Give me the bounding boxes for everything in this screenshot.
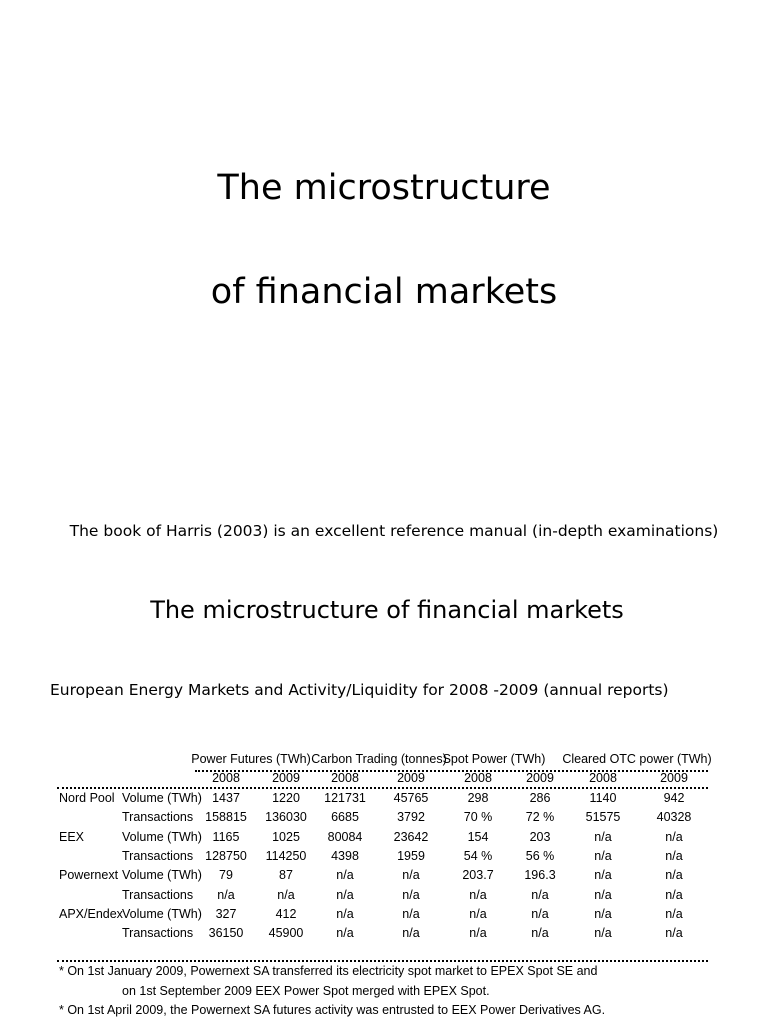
footnote-line-3: * On 1st April 2009, the Powernext SA futures activity was entrusted to EEX Power Derivatives AG.: [59, 1003, 606, 1017]
year-header: 2009: [272, 771, 300, 785]
table-cell: n/a: [531, 887, 549, 902]
table-cell: 45765: [393, 791, 429, 805]
table-cell: n/a: [594, 926, 612, 941]
table-cell: 327: [215, 906, 237, 921]
table-cell: 79: [219, 868, 233, 883]
table-cell: 154: [467, 829, 489, 844]
table-cell: n/a: [402, 868, 420, 883]
header-bottom-rule: [57, 787, 708, 789]
table-cell: 121731: [324, 791, 366, 805]
table-cell: 36150: [208, 926, 244, 941]
table-cell: n/a: [336, 887, 354, 902]
table-cell: 158815: [205, 810, 247, 825]
slide-title-line-1: The microstructure: [217, 168, 551, 208]
year-header: 2009: [397, 771, 425, 785]
table-cell: n/a: [531, 906, 549, 921]
section-subtitle: The microstructure of financial markets: [150, 596, 624, 624]
table-cell: n/a: [402, 906, 420, 921]
table-cell: n/a: [336, 868, 354, 883]
group-header-cleared-otc: Cleared OTC power (TWh): [562, 752, 712, 766]
row-market-label: EEX: [59, 829, 85, 844]
row-metric-label: Volume (TWh): [122, 829, 202, 844]
table-cell: 70 %: [463, 810, 493, 825]
table-cell: 3792: [397, 810, 425, 825]
table-cell: 203: [529, 829, 551, 844]
table-cell: n/a: [665, 906, 683, 921]
table-cell: 56 %: [525, 848, 555, 863]
footnote-line-2: on 1st September 2009 EEX Power Spot merged with EPEX Spot.: [122, 984, 490, 998]
table-cell: 1959: [397, 848, 425, 863]
footnote-line-1: * On 1st January 2009, Powernext SA transferred its electricity spot market to EPEX Spot SE and: [59, 964, 598, 978]
table-cell: n/a: [594, 906, 612, 921]
table-cell: n/a: [665, 926, 683, 941]
table-cell: n/a: [665, 868, 683, 883]
group-header-spot-power: Spot Power (TWh): [442, 752, 546, 766]
group-header-power-futures: Power Futures (TWh): [191, 752, 311, 766]
table-cell: 128750: [205, 848, 247, 863]
table-title: European Energy Markets and Activity/Liquidity for 2008 -2009 (annual reports): [50, 681, 669, 699]
table-cell: n/a: [402, 887, 420, 902]
table-cell: 6685: [331, 810, 359, 825]
table-cell: n/a: [277, 887, 295, 902]
table-cell: n/a: [665, 887, 683, 902]
table-cell: 1025: [272, 829, 300, 844]
table-cell: 4398: [331, 848, 359, 863]
table-cell: 136030: [265, 810, 307, 825]
row-market-label: APX/Endex: [59, 906, 123, 921]
table-cell: n/a: [469, 906, 487, 921]
table-cell: n/a: [665, 829, 683, 844]
table-cell: 1437: [212, 791, 240, 805]
table-bottom-rule: [57, 960, 708, 962]
table-cell: n/a: [217, 887, 235, 902]
table-cell: n/a: [594, 868, 612, 883]
table-cell: 54 %: [463, 848, 493, 863]
row-metric-label: Transactions: [122, 848, 194, 863]
table-cell: 51575: [585, 810, 621, 825]
row-metric-label: Volume (TWh): [122, 906, 202, 921]
table-cell: n/a: [531, 926, 549, 941]
table-cell: 942: [663, 791, 685, 805]
table-cell: n/a: [469, 926, 487, 941]
table-cell: 298: [467, 791, 489, 805]
table-cell: 203.7: [462, 868, 494, 883]
table-cell: 1140: [589, 791, 617, 805]
table-cell: n/a: [594, 829, 612, 844]
table-cell: 80084: [327, 829, 363, 844]
table-cell: 23642: [393, 829, 429, 844]
table-cell: 72 %: [525, 810, 555, 825]
table-cell: 40328: [656, 810, 692, 825]
year-header: 2009: [526, 771, 554, 785]
table-cell: n/a: [336, 906, 354, 921]
row-metric-label: Transactions: [122, 926, 194, 941]
group-header-carbon-trading: Carbon Trading (tonnes): [311, 752, 447, 766]
table-cell: 45900: [268, 926, 304, 941]
table-cell: n/a: [594, 848, 612, 863]
year-header: 2008: [331, 771, 359, 785]
table-cell: n/a: [402, 926, 420, 941]
table-cell: 1220: [272, 791, 300, 805]
row-metric-label: Transactions: [122, 810, 194, 825]
table-cell: n/a: [665, 848, 683, 863]
year-header: 2008: [212, 771, 240, 785]
book-reference-note: The book of Harris (2003) is an excellent reference manual (in-depth examinations): [69, 522, 719, 540]
table-cell: 196.3: [524, 868, 556, 883]
row-metric-label: Volume (TWh): [122, 791, 202, 805]
table-cell: n/a: [594, 887, 612, 902]
table-cell: 87: [279, 868, 293, 883]
table-cell: n/a: [469, 887, 487, 902]
table-cell: 1165: [212, 829, 240, 844]
slide-title-line-2: of financial markets: [210, 272, 558, 312]
year-header: 2009: [660, 771, 688, 785]
row-metric-label: Volume (TWh): [122, 868, 202, 883]
row-market-label: Nord Pool: [59, 791, 115, 805]
table-cell: n/a: [336, 926, 354, 941]
row-market-label: Powernext: [59, 868, 119, 883]
table-cell: 412: [275, 906, 297, 921]
table-cell: 286: [529, 791, 551, 805]
year-header: 2008: [589, 771, 617, 785]
table-cell: 114250: [265, 848, 307, 863]
row-metric-label: Transactions: [122, 887, 194, 902]
year-header: 2008: [464, 771, 492, 785]
